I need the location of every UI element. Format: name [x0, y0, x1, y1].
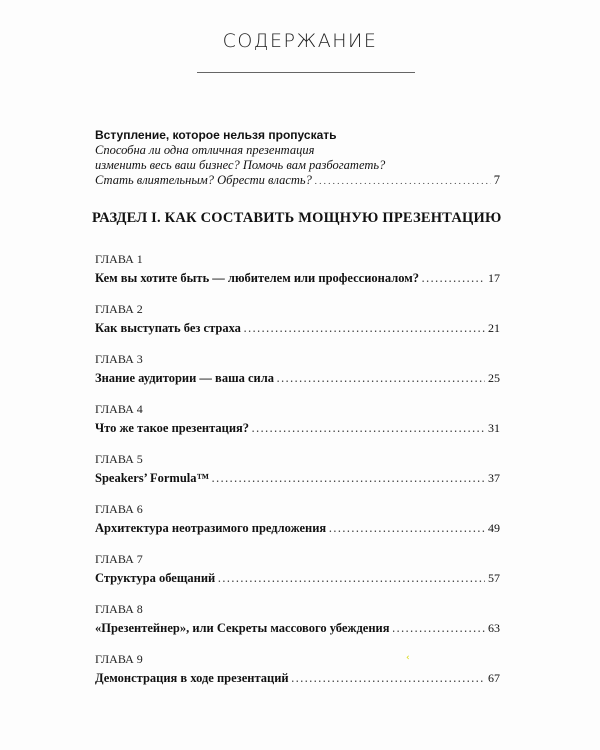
intro-line-1: Способна ли одна отличная презентация [95, 143, 315, 157]
chapter-label: ГЛАВА 4 [95, 402, 143, 416]
section-heading: РАЗДЕЛ I. КАК СОСТАВИТЬ МОЩНУЮ ПРЕЗЕНТАЦИЮ [92, 210, 502, 226]
intro-line-3: Стать влиятельным? Обрести власть? [95, 173, 312, 187]
chapter-page-number: 31 [488, 421, 500, 435]
chapter-page-number: 49 [488, 521, 500, 535]
dot-leader [277, 371, 485, 387]
chapter-label: ГЛАВА 9 [95, 652, 143, 666]
dot-leader [393, 621, 485, 637]
chapter-row [95, 421, 500, 437]
chapter-title: Демонстрация в ходе презентаций [95, 671, 289, 685]
chapter-row [95, 621, 500, 637]
chapter-page-number: 63 [488, 621, 500, 635]
chapter-title: Speakers’ Formula™ [95, 471, 209, 485]
chapter-title: Знание аудитории — ваша сила [95, 371, 275, 385]
chapter-title: «Презентейнер», или Секреты массового убеждения [95, 621, 390, 635]
chapter-list [95, 252, 500, 702]
intro-page-number: 7 [493, 173, 500, 187]
intro-heading: Вступление, которое нельзя пропускать [95, 128, 337, 142]
chapter-entry-8[interactable] [95, 602, 500, 652]
dot-leader [212, 471, 485, 487]
dot-leader [329, 521, 485, 537]
intro-line-2: изменить весь ваш бизнес? Помочь вам разбогатеть? [95, 158, 386, 172]
chapter-title: Что же такое презентация? [95, 421, 250, 435]
chapter-row [95, 671, 500, 687]
chapter-row [95, 471, 500, 487]
chapter-entry-4[interactable] [95, 402, 500, 452]
dot-leader [252, 421, 485, 437]
chapter-row [95, 321, 500, 337]
intro-entry [95, 128, 500, 189]
title-underline [197, 72, 415, 73]
cursor-mark-icon: ‹ [406, 653, 410, 663]
chapter-entry-3[interactable] [95, 352, 500, 402]
chapter-page-number: 57 [488, 571, 500, 585]
chapter-entry-6[interactable] [95, 502, 500, 552]
dot-leader [218, 571, 485, 587]
chapter-entry-1[interactable] [95, 252, 500, 302]
chapter-row [95, 521, 500, 537]
chapter-label: ГЛАВА 6 [95, 502, 143, 516]
page-title: СОДЕРЖАНИЕ [222, 30, 378, 52]
chapter-entry-2[interactable] [95, 302, 500, 352]
chapter-page-number: 25 [488, 371, 500, 385]
chapter-entry-5[interactable] [95, 452, 500, 502]
chapter-entry-7[interactable] [95, 552, 500, 602]
chapter-label: ГЛАВА 5 [95, 452, 143, 466]
chapter-row [95, 371, 500, 387]
chapter-page-number: 67 [488, 671, 500, 685]
chapter-label: ГЛАВА 7 [95, 552, 143, 566]
dot-leader [292, 671, 485, 687]
chapter-entry-9[interactable] [95, 652, 500, 702]
chapter-title: Как выступать без страха [95, 321, 241, 335]
chapter-page-number: 37 [488, 471, 500, 485]
dot-leader [315, 173, 491, 189]
chapter-row [95, 271, 500, 287]
chapter-title: Структура обещаний [95, 571, 216, 585]
dot-leader [422, 271, 485, 287]
chapter-row [95, 571, 500, 587]
chapter-title: Архитектура неотразимого предложения [95, 521, 327, 535]
dot-leader [244, 321, 485, 337]
chapter-label: ГЛАВА 1 [95, 252, 143, 266]
intro-line-3-row [95, 173, 500, 189]
chapter-page-number: 17 [488, 271, 500, 285]
chapter-label: ГЛАВА 2 [95, 302, 143, 316]
chapter-label: ГЛАВА 3 [95, 352, 143, 366]
chapter-label: ГЛАВА 8 [95, 602, 143, 616]
chapter-page-number: 21 [488, 321, 500, 335]
chapter-title: Кем вы хотите быть — любителем или профессионалом? [95, 271, 420, 285]
